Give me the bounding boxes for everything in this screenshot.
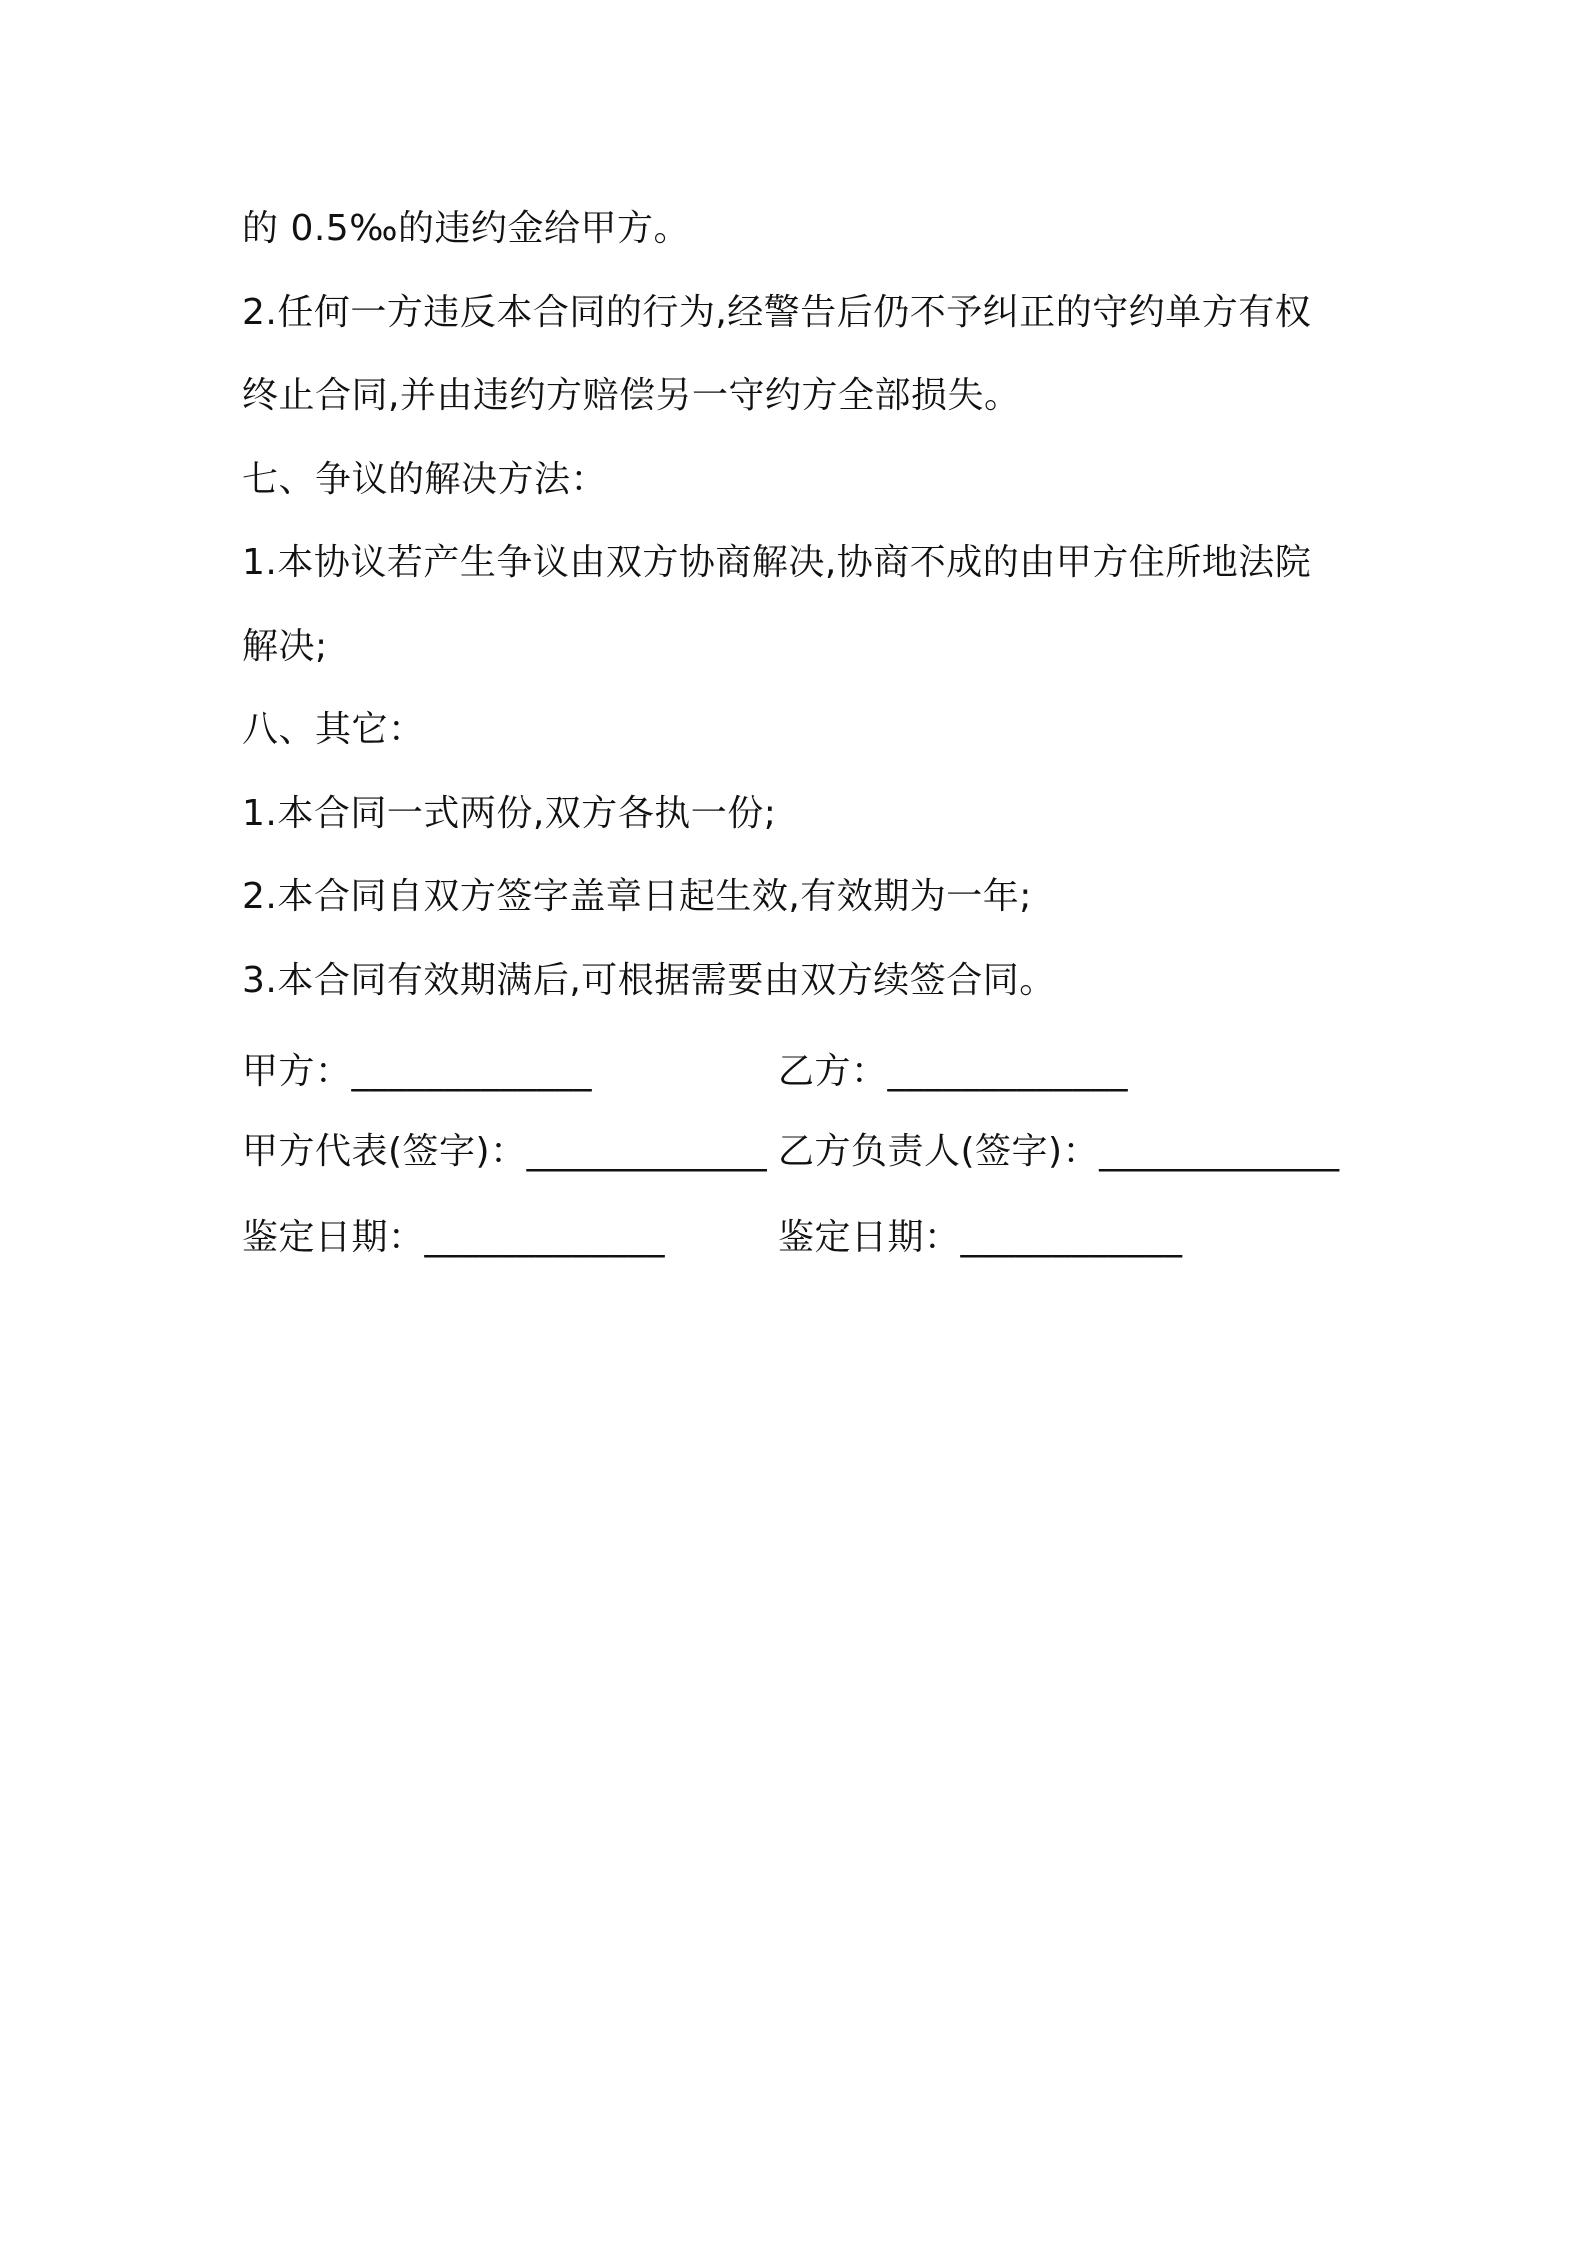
dispute-clause-line-2: 解决; — [242, 626, 328, 667]
party-b-signature-line: 乙方：_____________ — [778, 1051, 1129, 1092]
clause-2-line-1: 2.任何一方违反本合同的行为,经警告后仍不予纠正的守约单方有权 — [242, 292, 1312, 333]
party-a-date-line: 鉴定日期：_____________ — [242, 1217, 666, 1258]
party-b-responsible-line: 乙方负责人(签字)：_____________ — [778, 1131, 1340, 1172]
dispute-clause-line-1: 1.本协议若产生争议由双方协商解决,协商不成的由甲方住所地法院 — [242, 542, 1312, 583]
party-a-representative-line: 甲方代表(签字)：_____________ — [242, 1131, 768, 1172]
party-a-signature-line: 甲方：_____________ — [242, 1051, 593, 1092]
section-8-heading: 八、其它： — [242, 709, 425, 750]
other-clause-2: 2.本合同自双方签字盖章日起生效,有效期为一年; — [242, 876, 1032, 917]
other-clause-3: 3.本合同有效期满后,可根据需要由双方续签合同。 — [242, 960, 1056, 1001]
party-b-date-line: 鉴定日期：____________ — [778, 1217, 1183, 1258]
other-clause-1: 1.本合同一式两份,双方各执一份; — [242, 793, 777, 834]
clause-2-line-2: 终止合同,并由违约方赔偿另一守约方全部损失。 — [242, 375, 1021, 416]
penalty-rate-line: 的 0.5‰的违约金给甲方。 — [242, 208, 691, 249]
section-7-heading: 七、争议的解决方法： — [242, 459, 608, 500]
